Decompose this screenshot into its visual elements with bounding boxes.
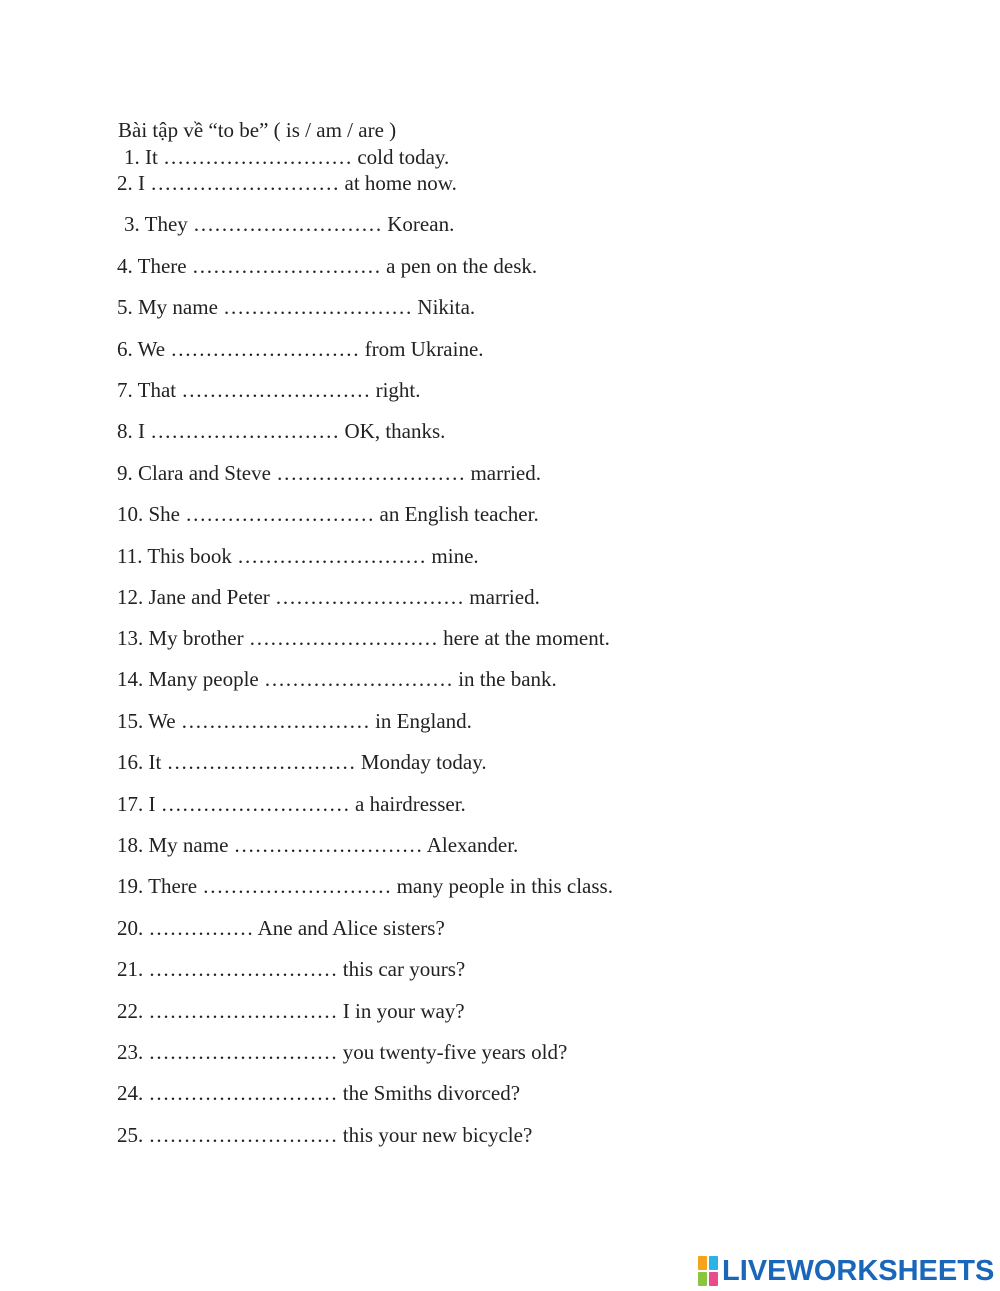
exercise-item-19: 19. There ……………………… many people in this class.: [117, 874, 613, 898]
exercise-item-21: 21. ……………………… this car yours?: [117, 957, 466, 981]
exercise-item-18: 18. My name ……………………… Alexander.: [117, 833, 519, 857]
liveworksheets-logo: [698, 1256, 994, 1286]
logo-blocks-icon: [698, 1256, 718, 1286]
exercise-item-17: 17. I ……………………… a hairdresser.: [117, 792, 466, 816]
exercise-item-9: 9. Clara and Steve ……………………… married.: [117, 461, 541, 485]
exercise-item-8: 8. I ……………………… OK, thanks.: [117, 419, 446, 443]
exercise-item-14: 14. Many people ……………………… in the bank.: [117, 667, 557, 691]
exercise-item-15: 15. We ……………………… in England.: [117, 709, 472, 733]
exercise-item-24: 24. ……………………… the Smiths divorced?: [117, 1081, 521, 1105]
exercise-item-11: 11. This book ……………………… mine.: [117, 544, 479, 568]
exercise-item-3: 3. They ……………………… Korean.: [124, 212, 455, 236]
exercise-item-4: 4. There ……………………… a pen on the desk.: [117, 254, 538, 278]
exercise-item-10: 10. She ……………………… an English teacher.: [117, 502, 539, 526]
logo-text: LIVEWORKSHEETS: [722, 1255, 995, 1287]
worksheet-title: Bài tập về “to be” ( is / am / are ): [118, 118, 397, 142]
exercise-item-16: 16. It ……………………… Monday today.: [117, 750, 487, 774]
exercise-item-7: 7. That ……………………… right.: [117, 378, 421, 402]
exercise-item-5: 5. My name ……………………… Nikita.: [117, 295, 476, 319]
exercise-item-23: 23. ……………………… you twenty-five years old?: [117, 1040, 568, 1064]
exercise-item-1: 1. It ……………………… cold today.: [124, 145, 450, 169]
exercise-item-22: 22. ……………………… I in your way?: [117, 999, 465, 1023]
exercise-item-6: 6. We ……………………… from Ukraine.: [117, 337, 484, 361]
exercise-item-2: 2. I ……………………… at home now.: [117, 171, 457, 195]
exercise-item-13: 13. My brother ……………………… here at the moment.: [117, 626, 610, 650]
exercise-item-12: 12. Jane and Peter ……………………… married.: [117, 585, 540, 609]
exercise-item-25: 25. ……………………… this your new bicycle?: [117, 1123, 533, 1147]
exercise-item-20: 20. …………… Ane and Alice sisters?: [117, 916, 445, 940]
